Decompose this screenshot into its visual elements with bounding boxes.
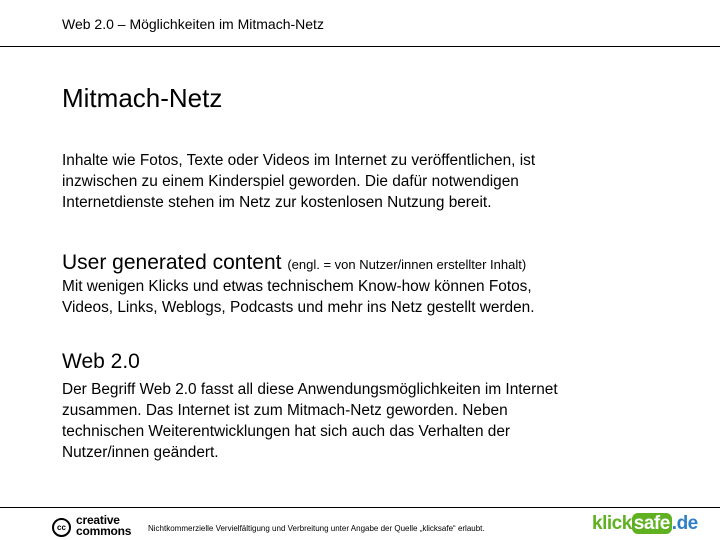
ugc-line: Mit wenigen Klicks und etwas technischem Know-how können Fotos, [62,278,532,295]
footer-divider [0,507,720,508]
klicksafe-logo [592,512,698,536]
header-title: Web 2.0 – Möglichkeiten im Mitmach-Netz [62,16,324,32]
license-notice: Nichtkommerzielle Vervielfältigung und Verbreitung unter Angabe der Quelle „klicksafe“ erlaubt. [148,524,485,533]
web20-line: technischen Weiterentwicklungen hat sich auch das Verhalten der [62,423,511,440]
cc-wordmark-bottom: commons [76,524,132,538]
web20-line: Nutzer/innen geändert. [62,444,219,461]
ugc-line: Videos, Links, Weblogs, Podcasts und mehr ins Netz gestellt werden. [62,299,535,316]
web20-line: Der Begriff Web 2.0 fasst all diese Anwendungsmöglichkeiten im Internet [62,381,558,398]
section-heading-text: User generated content [62,251,282,274]
intro-paragraph [62,150,652,213]
intro-line: Internetdienste stehen im Netz zur kostenlosen Nutzung bereit. [62,194,492,211]
section-heading-web20: Web 2.0 [62,350,140,373]
ugc-paragraph [62,276,652,318]
klicksafe-logo-de: .de [671,513,698,534]
web20-line: zusammen. Das Internet ist zum Mitmach-Netz geworden. Neben [62,402,508,419]
section-heading-note: (engl. = von Nutzer/innen erstellter Inhalt) [287,257,527,272]
cc-wordmark-top: creative [76,513,120,527]
klicksafe-logo-klick: klick [592,513,632,534]
slide-title: Mitmach-Netz [62,83,223,113]
creative-commons-logo [52,515,142,537]
klicksafe-logo-safe: safe [633,513,670,534]
intro-line: inzwischen zu einem Kinderspiel geworden. Die dafür notwendigen [62,173,519,190]
cc-icon: cc [52,518,71,537]
intro-line: Inhalte wie Fotos, Texte oder Videos im Internet zu veröffentlichen, ist [62,152,536,169]
section-heading-ugc [62,250,526,278]
header-divider [0,46,720,47]
web20-paragraph [62,379,652,463]
